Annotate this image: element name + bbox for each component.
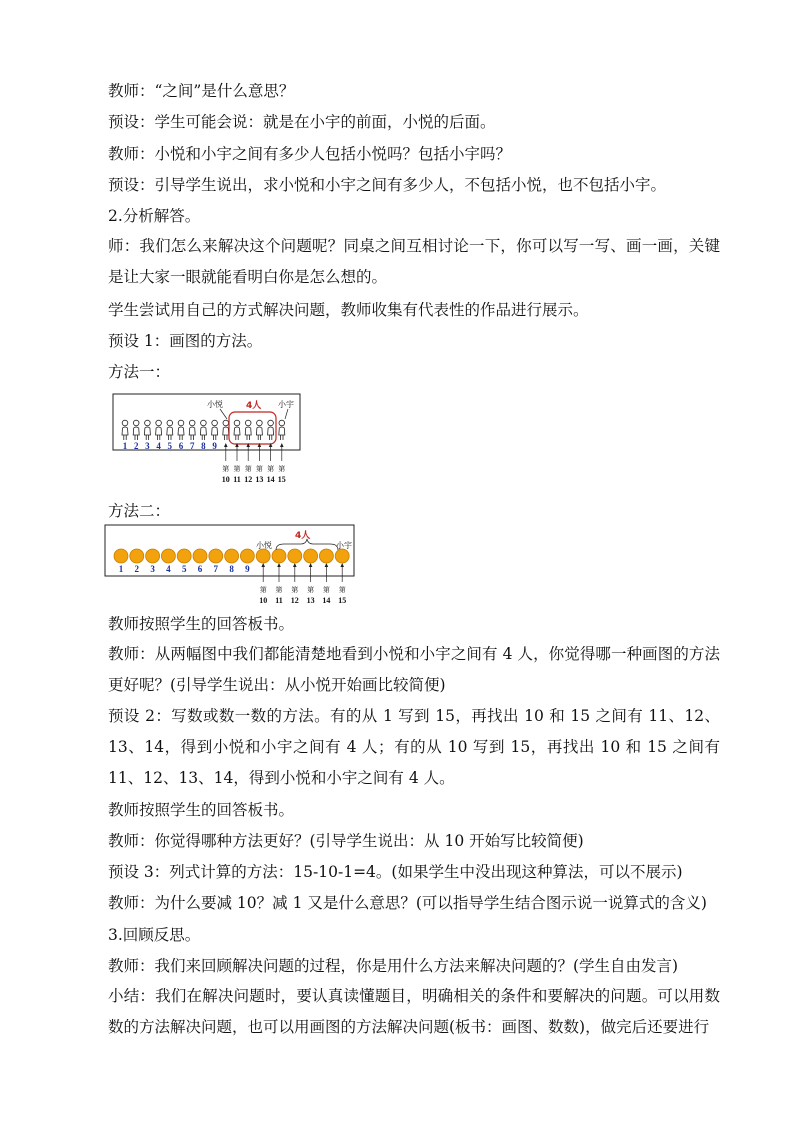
xiaoyu-label: 小宇 — [278, 400, 294, 409]
position-number: 1 — [122, 441, 128, 451]
method-one-figure — [112, 393, 302, 485]
paragraph: 预设：学生可能会说：就是在小宇的前面，小悦的后面。 — [108, 113, 496, 131]
ordinal-prefix: 第 — [275, 586, 283, 594]
ordinal-number: 11 — [275, 596, 283, 605]
person-circle — [335, 549, 349, 563]
method-two-figure — [104, 524, 356, 608]
ordinal-number: 15 — [338, 596, 347, 605]
person-circle — [256, 549, 270, 563]
ordinal-prefix: 第 — [233, 465, 241, 473]
person-circle — [288, 549, 302, 563]
person-circle — [240, 549, 254, 563]
paragraph: 方法二： — [108, 502, 171, 520]
position-number: 9 — [245, 564, 250, 574]
paragraph: 教师：“之间”是什么意思？ — [108, 82, 295, 100]
position-number: 5 — [167, 441, 173, 451]
ordinal-prefix: 第 — [255, 465, 263, 473]
ordinal-number: 14 — [266, 475, 275, 484]
position-number: 3 — [150, 564, 155, 574]
person-circle — [114, 549, 128, 563]
ordinal-prefix: 第 — [244, 465, 252, 473]
person-circle — [225, 549, 239, 563]
ordinal-prefix: 第 — [267, 465, 275, 473]
xiaoyu-label: 小宇 — [336, 541, 352, 550]
paragraph: 教师：小悦和小宇之间有多少人包括小悦吗？包括小宇吗？ — [108, 145, 512, 163]
ordinal-number: 10 — [259, 596, 268, 605]
paragraph: 教师：你觉得哪种方法更好？(引导学生说出：从 10 开始写比较简便) — [108, 832, 584, 850]
person-circle — [161, 549, 175, 563]
position-number: 2 — [133, 441, 139, 451]
ordinal-prefix: 第 — [338, 586, 346, 594]
ordinal-number: 12 — [244, 475, 253, 484]
person-circle — [177, 549, 191, 563]
xiaoyue-label: 小悦 — [256, 541, 272, 550]
ordinal-number: 12 — [290, 596, 299, 605]
position-number: 3 — [145, 441, 150, 451]
ordinal-number: 15 — [277, 475, 286, 484]
position-number: 6 — [178, 441, 184, 451]
paragraph: 教师：我们来回顾解决问题的过程，你是用什么方法来解决问题的？(学生自由发言) — [108, 957, 679, 975]
paragraph: 教师：从两幅图中我们都能清楚地看到小悦和小宇之间有 4 人，你觉得哪一种画图的方法更好呢？(引导学生说出：从小悦开始画比较简便) — [108, 645, 720, 694]
ordinal-number: 10 — [221, 475, 230, 484]
person-circle — [130, 549, 144, 563]
paragraph: 学生尝试用自己的方式解决问题，教师收集有代表性的作品进行展示。 — [108, 301, 589, 319]
paragraph: 预设 2：写数或数一数的方法。有的从 1 写到 15，再找出 10 和 15 之间有 11、12、13、14，得到小悦和小宇之间有 4 人；有的从 10 写到 15，再找出 10 和 15 之间有 11、12、13、14，得到小悦和小宇之间有 4 人。 — [108, 707, 720, 787]
position-number: 7 — [213, 564, 219, 574]
paragraph: 教师按照学生的回答板书。 — [108, 801, 295, 819]
paragraph: 预设：引导学生说出，求小悦和小宇之间有多少人，不包括小悦，也不包括小宇。 — [108, 176, 667, 194]
person-circle — [319, 549, 333, 563]
ordinal-prefix: 第 — [307, 586, 315, 594]
ordinal-number: 13 — [306, 596, 315, 605]
paragraph: 预设 3：列式计算的方法：15-10-1=4。(如果学生中没出现这种算法，可以不展示) — [108, 863, 683, 881]
person-circle — [209, 549, 223, 563]
position-number: 2 — [134, 564, 140, 574]
number-row — [123, 441, 218, 451]
count-label: 4人 — [295, 531, 311, 541]
position-number: 5 — [181, 564, 187, 574]
ordinal-prefix: 第 — [222, 465, 230, 473]
ordinal-prefix: 第 — [291, 586, 299, 594]
person-circle — [193, 549, 207, 563]
circle-row — [114, 549, 349, 563]
section-heading: 2.分析解答。 — [108, 207, 201, 225]
number-row — [119, 564, 250, 574]
xiaoyue-label: 小悦 — [207, 400, 223, 409]
position-number: 8 — [229, 564, 234, 574]
person-circle — [146, 549, 160, 563]
person-circle — [272, 549, 286, 563]
paragraph: 小结：我们在解决问题时，要认真读懂题目，明确相关的条件和要解决的问题。可以用数数的方法解决问题，也可以用画图的方法解决问题(板书：画图、数数)，做完后还要进行 — [108, 987, 720, 1036]
person-circle — [304, 549, 318, 563]
paragraph: 师：我们怎么来解决这个问题呢？同桌之间互相讨论一下，你可以写一写、画一画，关键是让大家一眼就能看明白你是怎么想的。 — [108, 237, 720, 286]
count-label: 4人 — [246, 401, 262, 411]
paragraph: 预设 1：画图的方法。 — [108, 332, 263, 350]
position-number: 4 — [156, 441, 161, 451]
paragraph: 方法一： — [108, 363, 171, 381]
ordinal-number: 11 — [233, 475, 241, 484]
ordinal-number: 14 — [322, 596, 331, 605]
paragraph: 教师按照学生的回答板书。 — [108, 615, 295, 633]
position-number: 9 — [212, 441, 217, 451]
paragraph: 教师：为什么要减 10？减 1 又是什么意思？(可以指导学生结合图示说一说算式的含义) — [108, 894, 707, 912]
position-number: 1 — [118, 564, 124, 574]
ordinal-prefix: 第 — [278, 465, 286, 473]
position-number: 7 — [189, 441, 195, 451]
ordinal-prefix: 第 — [322, 586, 330, 594]
ordinal-prefix: 第 — [259, 586, 267, 594]
position-number: 4 — [166, 564, 171, 574]
ordinal-number: 13 — [255, 475, 264, 484]
position-number: 8 — [201, 441, 206, 451]
position-number: 6 — [197, 564, 203, 574]
section-heading: 3.回顾反思。 — [108, 926, 201, 944]
